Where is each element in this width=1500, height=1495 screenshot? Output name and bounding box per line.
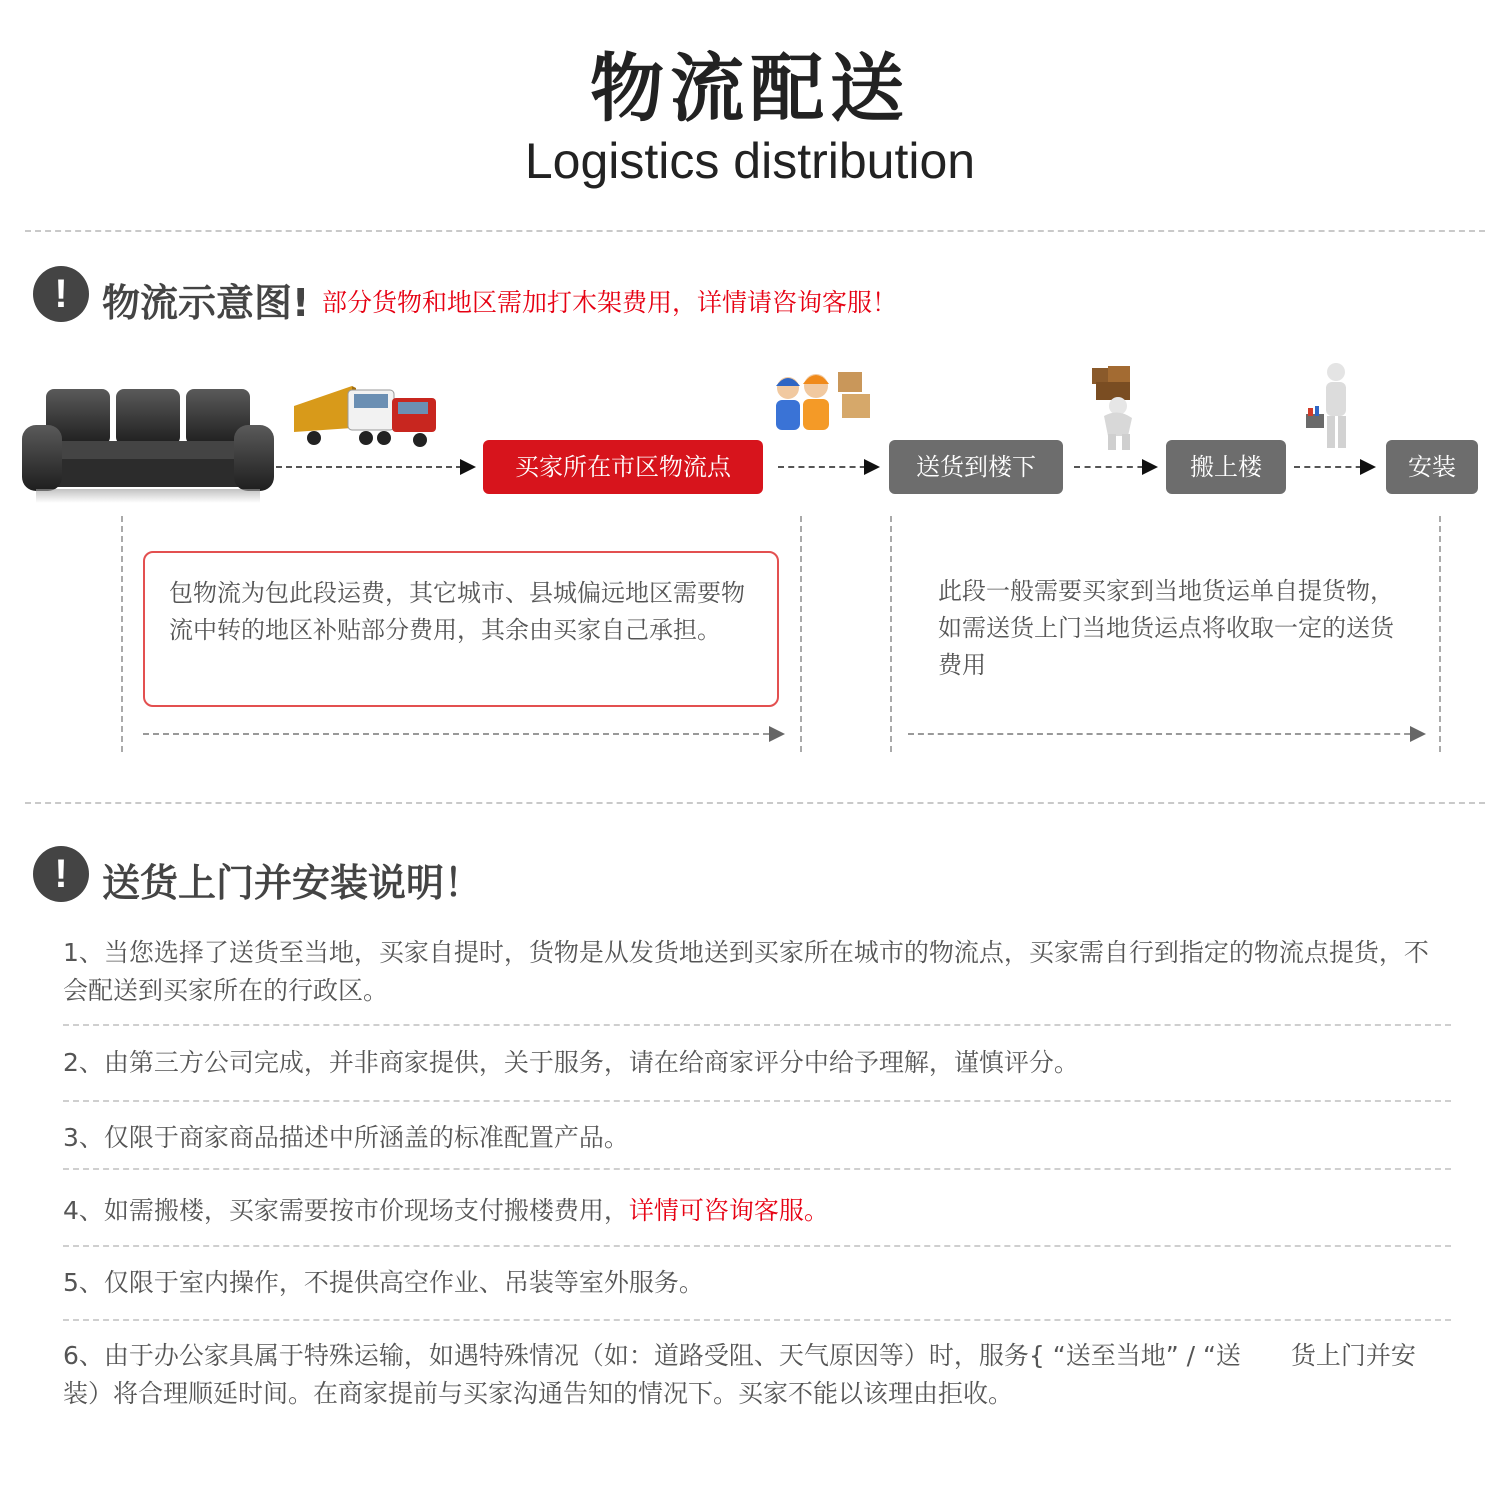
flow-arrow (1294, 466, 1372, 470)
workers-image (772, 366, 876, 432)
list-item (63, 1192, 1453, 1230)
section-title-delivery: 送货上门并安装说明！ (102, 861, 483, 905)
step-deliver-downstairs: 送货到楼下 (889, 440, 1063, 494)
list-item-text: 1、当您选择了送货至当地，买家自提时，货物是从发货地送到买家所在城市的物流点，买家需自行到指定的物流点提货，不会配送到买家所在的行政区。 (63, 938, 1429, 1005)
note-box-left (143, 551, 779, 707)
flow-arrow (778, 466, 876, 470)
list-item (63, 1119, 1453, 1157)
exclamation-icon: ! (33, 266, 89, 322)
row-divider (63, 1319, 1451, 1321)
row-divider (63, 1024, 1451, 1026)
bracket-arrow (908, 733, 1420, 735)
row-divider (63, 1245, 1451, 1247)
list-item-text: 5、仅限于室内操作，不提供高空作业、吊装等室外服务。 (63, 1268, 704, 1297)
flow-arrow (1074, 466, 1154, 470)
divider (25, 802, 1485, 804)
list-item-text: 6、由于办公家具属于特殊运输，如遇特殊情况（如：道路受阻、天气原因等）时，服务{ “送至当地” / “送 货上门并安装）将合理顺延时间。在商家提前与买家沟通告知的情况下。买家不能以该理由拒收。 (63, 1341, 1416, 1408)
flow-arrow (276, 466, 472, 470)
bracket-line (121, 516, 123, 752)
note-left-text: 包物流为包此段运费，其它城市、县城偏远地区需要物流中转的地区补贴部分费用，其余由买家自己承担。 (169, 579, 745, 644)
list-item-text: 4、如需搬楼，买家需要按市价现场支付搬楼费用， (63, 1196, 629, 1225)
bracket-arrow (143, 733, 779, 735)
list-item (63, 1044, 1453, 1082)
section-note-fee: 部分货物和地区需加打木架费用，详情请咨询客服！ (322, 288, 898, 317)
list-item (63, 1337, 1453, 1413)
list-item-text: 2、由第三方公司完成，并非商家提供，关于服务，请在给商家评分中给予理解，谨慎评分。 (63, 1048, 1079, 1077)
row-divider (63, 1100, 1451, 1102)
list-item (63, 934, 1453, 1010)
page-subtitle: Logistics distribution (524, 133, 976, 189)
section-title-flow: 物流示意图! (102, 281, 310, 325)
carrier-image (1084, 366, 1154, 452)
sofa-image (22, 385, 274, 515)
divider (25, 230, 1485, 232)
exclamation-icon: ! (33, 846, 89, 902)
step-local-logistics-point: 买家所在市区物流点 (483, 440, 763, 494)
page-title: 物流配送 (590, 46, 910, 132)
list-item-text: 3、仅限于商家商品描述中所涵盖的标准配置产品。 (63, 1123, 629, 1152)
bracket-line (890, 516, 892, 752)
list-item (63, 1264, 1453, 1302)
truck-image (292, 376, 442, 458)
bracket-line (1439, 516, 1441, 752)
step-install: 安装 (1386, 440, 1478, 494)
list-item-highlight: 详情可咨询客服。 (628, 1196, 829, 1225)
row-divider (63, 1168, 1451, 1170)
note-right-text: 此段一般需要买家到当地货运单自提货物，如需送货上门当地货运点将收取一定的送货费用 (938, 577, 1394, 679)
bracket-line (800, 516, 802, 752)
step-carry-upstairs: 搬上楼 (1166, 440, 1286, 494)
installer-image (1304, 362, 1360, 452)
